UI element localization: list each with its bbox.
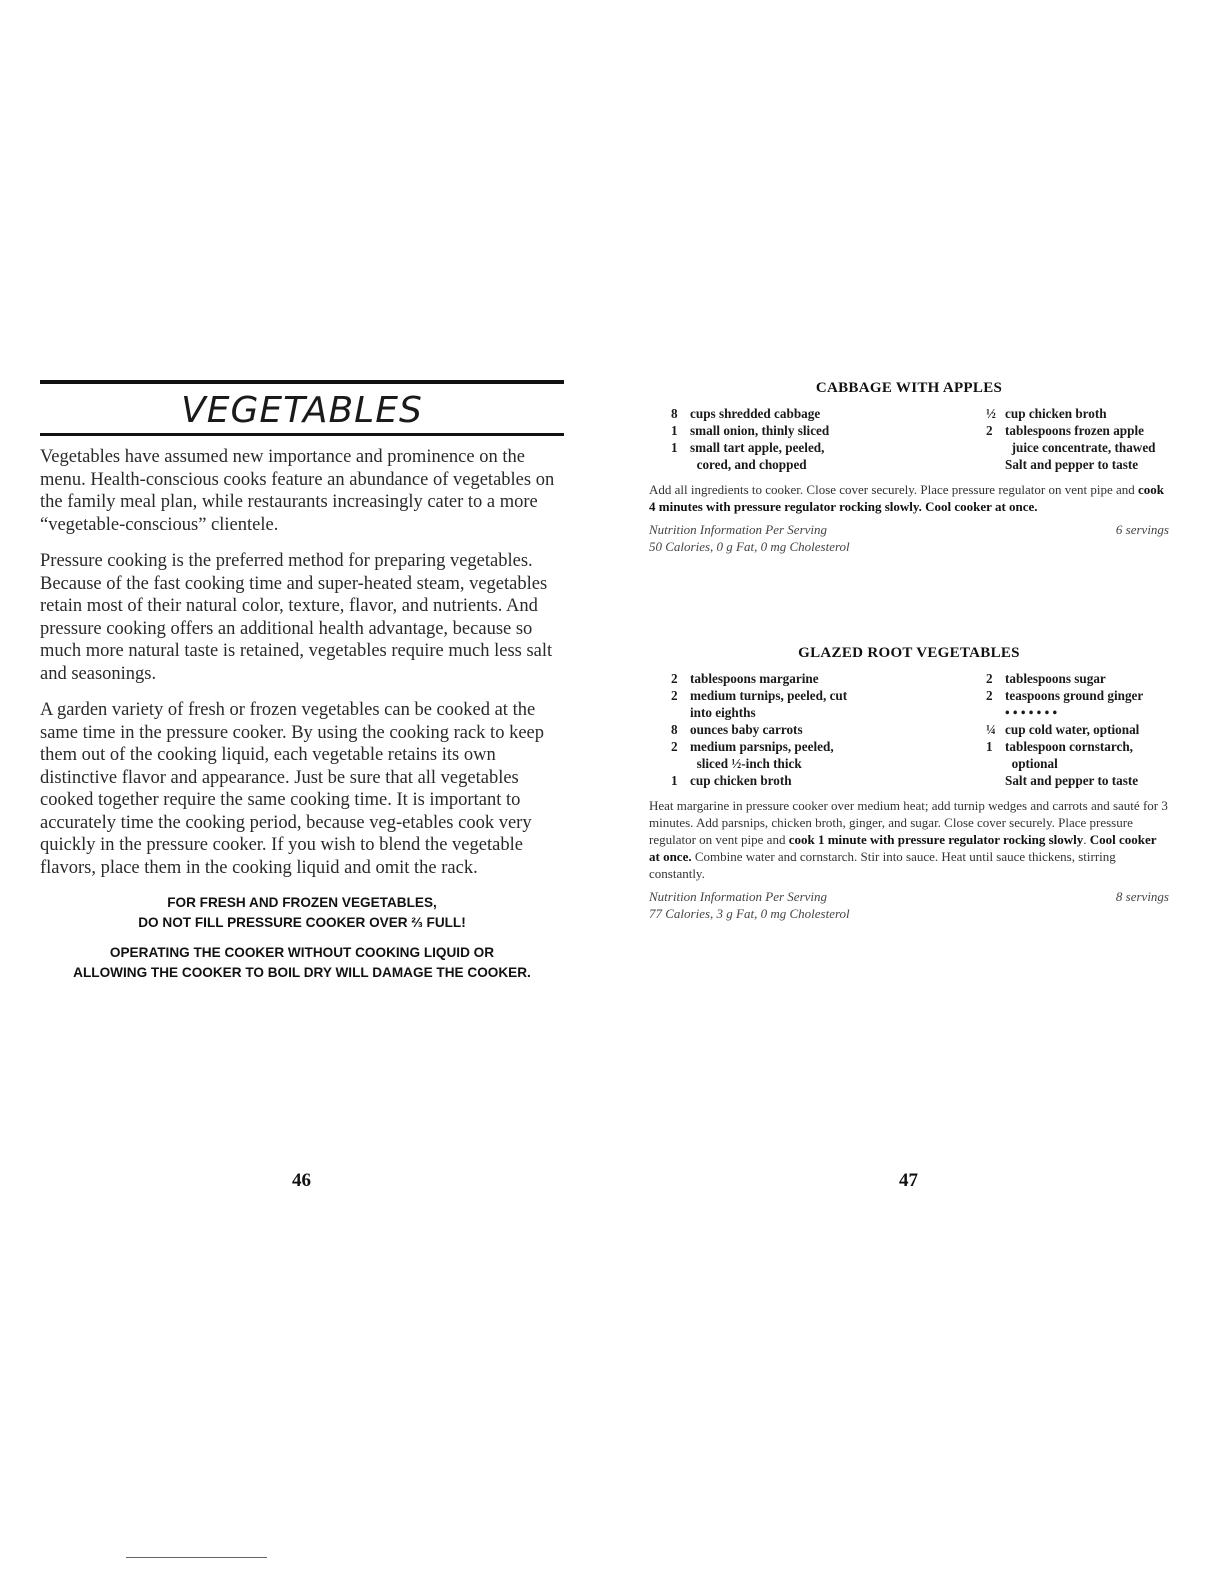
ingredient-quantity: [986, 456, 1005, 473]
ingredient-description: small tart apple, peeled,: [690, 440, 825, 455]
recipe-title: CABBAGE WITH APPLES: [815, 380, 1003, 396]
ingredient-quantity: 2: [986, 688, 993, 703]
ingredient-quantity: 1: [671, 440, 678, 455]
instructions-emphasis: cook 1 minute with pressure regulator rocking slowly: [788, 832, 1084, 847]
ingredient-quantity: 8: [671, 722, 678, 737]
ingredient-quantity: [671, 456, 690, 473]
recipe-cabbage-with-apples: [649, 380, 1169, 555]
ingredient-quantity: 1: [986, 739, 993, 754]
ingredient-description: cup chicken broth: [1005, 406, 1107, 421]
title-rule-bottom: [40, 433, 564, 436]
ingredient-line: [671, 772, 847, 789]
ingredient-list: [649, 670, 1169, 789]
ingredient-line: [986, 439, 1164, 456]
ingredient-description: sliced ½-inch thick: [690, 756, 802, 771]
ingredient-quantity: 2: [671, 739, 678, 754]
ingredient-column-left: [671, 405, 829, 473]
ingredient-description: into eighths: [690, 705, 756, 720]
ingredient-quantity: 1: [671, 423, 678, 438]
ingredient-description: cup chicken broth: [690, 773, 792, 788]
instructions-emphasis: Cool cooker at once.: [649, 832, 1157, 864]
ingredient-quantity: 8: [671, 406, 678, 421]
nutrition-label: Nutrition Information Per Serving: [649, 889, 828, 904]
ingredient-line: [671, 439, 829, 456]
ingredient-quantity: [986, 439, 1005, 456]
ingredient-line: [671, 670, 847, 687]
ingredient-quantity: ½: [986, 406, 996, 421]
ingredient-quantity: [671, 704, 690, 721]
servings: 6 servings: [1115, 522, 1169, 537]
ingredient-column-right: [986, 670, 1164, 789]
ingredient-description: tablespoons margarine: [690, 671, 819, 686]
ingredient-line: [986, 704, 1164, 721]
ingredient-quantity: ¼: [986, 722, 996, 737]
ingredient-line: [986, 772, 1164, 789]
ingredient-line: [671, 422, 829, 439]
recipe-instructions: [649, 797, 1169, 882]
ingredient-line: [671, 456, 829, 473]
ingredient-line: [671, 405, 829, 422]
ingredient-column-left: [671, 670, 847, 789]
ingredient-quantity: 1: [671, 773, 678, 788]
ingredient-description: ounces baby carrots: [690, 722, 803, 737]
ingredient-description: tablespoons sugar: [1005, 671, 1106, 686]
title-rule-top: [40, 380, 564, 384]
ingredient-description: medium turnips, peeled, cut: [690, 688, 848, 703]
ingredient-description: medium parsnips, peeled,: [690, 739, 834, 754]
ingredient-description: Salt and pepper to taste: [1005, 773, 1139, 788]
ingredient-line: [671, 704, 847, 721]
instructions-text: Combine water and cornstarch. Stir into sauce. Heat until sauce thickens, stirring constantly.: [649, 849, 1116, 881]
ingredient-description: tablespoon cornstarch,: [1005, 739, 1133, 754]
right-page: [649, 380, 1169, 922]
ingredient-description: juice concentrate, thawed: [1005, 440, 1156, 455]
intro-paragraph: A garden variety of fresh or frozen vegetables can be cooked at the same time in the pressure cooker. By using the cooking rack to keep them out of the cooking liquid, each vegetable retains its own distinctive flavor and appearance. Just be sure that all vegetables cooked together require the same cooking time. It is important to accurately time the cooking period, because veg-etables cook very quickly in the pressure cooker. If you wish to blend the vegetable flavors, place them in the cooking liquid and omit the rack.: [40, 700, 544, 878]
ingredient-description: small onion, thinly sliced: [690, 423, 830, 438]
ingredient-quantity: [671, 755, 690, 772]
recipe-instructions: [649, 481, 1169, 515]
footer-link-underline: [126, 1557, 267, 1558]
ingredient-description: cored, and chopped: [690, 457, 807, 472]
recipe-glazed-root-vegetables: [649, 645, 1169, 922]
ingredient-line: [986, 738, 1164, 755]
ingredient-quantity: [986, 755, 1005, 772]
ingredient-description: • • • • • • •: [1005, 705, 1058, 720]
servings: 8 servings: [1115, 889, 1169, 904]
ingredient-line: [671, 738, 847, 755]
instructions-text: Add all ingredients to cooker. Close cover securely. Place pressure regulator on vent pipe and: [649, 482, 1139, 497]
ingredient-line: [986, 755, 1164, 772]
ingredient-quantity: 2: [986, 423, 993, 438]
section-title: VEGETABLES: [181, 390, 423, 431]
instructions-text: Heat margarine in pressure cooker over medium heat; add turnip wedges and carrots and sauté for 3 minutes. Add parsnips, chicken broth, ginger, and sugar. Close cover securely. Place pressure regulator on vent pipe and: [649, 798, 1168, 847]
page-number-right: 47: [899, 1170, 918, 1191]
ingredient-line: [671, 755, 847, 772]
ingredient-quantity: 2: [986, 671, 993, 686]
ingredient-line: [986, 422, 1164, 439]
ingredient-line: [671, 687, 847, 704]
boil-dry-warning: [40, 943, 564, 983]
ingredient-column-right: [986, 405, 1164, 473]
ingredient-line: [986, 405, 1164, 422]
boil-dry-warning-line: ALLOWING THE COOKER TO BOIL DRY WILL DAMAGE THE COOKER.: [73, 965, 531, 980]
ingredient-quantity: [986, 704, 1005, 721]
nutrition-values: 50 Calories, 0 g Fat, 0 mg Cholesterol: [649, 539, 850, 554]
page-number-left: 46: [292, 1170, 311, 1191]
intro-paragraph: Vegetables have assumed new importance and prominence on the menu. Health-conscious cooks feature an abundance of vegetables on the family meal plan, while restaurants increasingly cater to a more “vegetable-conscious” clientele.: [40, 447, 555, 535]
intro-paragraph: Pressure cooking is the preferred method for preparing vegetables. Because of the fast cooking time and super-heated steam, vegetables retain most of their natural color, texture, flavor, and nutrients. And pressure cooking offers an additional health advantage, because so much more natural taste is retained, vegetables require much less salt and seasonings.: [40, 551, 553, 684]
boil-dry-warning-line: OPERATING THE COOKER WITHOUT COOKING LIQUID OR: [109, 945, 495, 960]
ingredient-description: Salt and pepper to taste: [1005, 457, 1139, 472]
ingredient-line: [986, 687, 1164, 704]
ingredient-line: [986, 721, 1164, 738]
recipe-title: GLAZED ROOT VEGETABLES: [798, 645, 1020, 661]
nutrition-info: [649, 888, 1169, 905]
ingredient-line: [986, 456, 1164, 473]
fill-warning-line: FOR FRESH AND FROZEN VEGETABLES,: [167, 895, 437, 910]
fill-warning: [40, 893, 564, 933]
ingredient-description: cups shredded cabbage: [690, 406, 821, 421]
ingredient-description: teaspoons ground ginger: [1005, 688, 1144, 703]
ingredient-description: tablespoons frozen apple: [1005, 423, 1144, 438]
ingredient-quantity: [986, 772, 1005, 789]
ingredient-quantity: 2: [671, 688, 678, 703]
ingredient-line: [986, 670, 1164, 687]
left-page: [40, 380, 564, 993]
ingredient-quantity: 2: [671, 671, 678, 686]
ingredient-description: cup cold water, optional: [1005, 722, 1140, 737]
ingredient-line: [671, 721, 847, 738]
ingredient-list: [649, 405, 1169, 473]
instructions-text: .: [1083, 832, 1090, 847]
nutrition-label: Nutrition Information Per Serving: [649, 522, 828, 537]
nutrition-values: 77 Calories, 3 g Fat, 0 mg Cholesterol: [649, 906, 850, 921]
nutrition-info: [649, 521, 1169, 538]
fill-warning-line: DO NOT FILL PRESSURE COOKER OVER ⅔ FULL!: [138, 915, 466, 930]
ingredient-description: optional: [1005, 756, 1058, 771]
instructions-emphasis: cook 4 minutes with pressure regulator rocking slowly. Cool cooker at once.: [649, 482, 1165, 514]
